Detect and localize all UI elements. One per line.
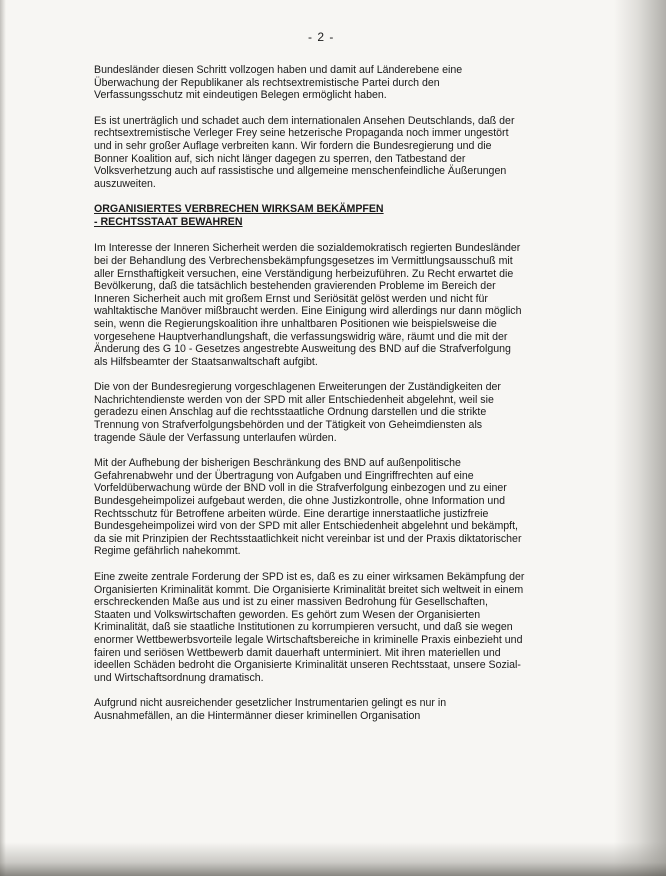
section-paragraph-2: Die von der Bundesregierung vorgeschlagenen Erweiterungen der Zuständigkeiten der Nachrichtendienste werden von der SPD mit aller Entschiedenheit abgelehnt, weil sie geradezu einen Anschlag auf die rechtsstaatliche Ordnung darstellen und die strikte Trennung von Strafverfolgungsbehörden und der Tätigkeit von Geheimdiensten als tragende Säule der Verfassung unterlaufen würden. (94, 381, 501, 444)
scan-shadow-right (614, 0, 666, 876)
scan-shadow-left (0, 0, 6, 876)
paragraph-1: Bundesländer diesen Schritt vollzogen haben und damit auf Länderebene eine Überwachung der Republikaner als rechtsextremistische Partei durch den Verfassungsschutz mit eindeutigen Belegen ermöglicht haben. (94, 64, 463, 102)
section-paragraph-3: Mit der Aufhebung der bisherigen Beschränkung des BND auf außenpolitische Gefahrenabwehr und der Übertragung von Aufgaben und Eingriffrechten auf eine Vorfeldüberwachung würde der BND voll in die Strafverfolgung einbezogen und zu einer Bundesgeheimpolizei aufgebaut werden, die ohne Justizkontrolle, ohne Information und Rechtsschutz für Betroffene arbeiten würde. Eine derartige innerstaatliche justizfreie Bundesgeheimpolizei wird von der SPD mit aller Entschiedenheit abgelehnt und bekämpft, da sie mit Prinzipien der Rechtsstaatlichkeit nicht vereinbar ist und der Praxis diktatorischer Regime gefährlich nahekommt. (94, 457, 522, 558)
section-paragraph-5: Aufgrund nicht ausreichender gesetzlicher Instrumentarien gelingt es nur in Ausnahmefällen, an die Hintermänner dieser kriminellen Organisation (94, 697, 447, 722)
section-paragraph-4: Eine zweite zentrale Forderung der SPD ist es, daß es zu einer wirksamen Bekämpfung der Organisierten Kriminalität kommt. Die Organisierte Kriminalität breitet sich weltweit in einem erschreckenden Maße aus und ist zu einer massiven Bedrohung für Gesellschaften, Staaten und Volkswirtschaften geworden. Es gehört zum Wesen der Organisierten Kriminalität, daß sie staatliche Institutionen zu korrumpieren versucht, und daß sie wegen enormer Wettbewerbsvorteile legale Wirtschaftsbereiche in kriminelle Praxis einbezieht und fairen und seriösen Wettbewerb damit dauerhaft unterminiert. Mit ihren materiellen und ideellen Schäden bedroht die Organisierte Kriminalität unseren Rechtsstaat, unsere Sozial- und Wirtschaftsordnung dramatisch. (94, 571, 525, 684)
scan-shadow-bottom (0, 842, 666, 876)
section-heading-line-2: - RECHTSSTAAT BEWAHREN (94, 216, 243, 229)
section-heading (94, 203, 526, 229)
section-paragraph-1: Im Interesse der Inneren Sicherheit werden die sozialdemokratisch regierten Bundesländer bei der Behandlung des Verbrechensbekämpfungsgesetzes im Vermittlungsausschuß mit aller Ernsthaftigkeit versuchen, eine Verständigung herbeizuführen. Zu Recht erwartet die Bevölkerung, daß die tatsächlich bestehenden gravierenden Probleme im Bereich der Inneren Sicherheit auch mit großem Ernst und Seriösität gelöst werden und nicht für wahltaktische Manöver mißbraucht werden. Eine Einigung wird allerdings nur dann möglich sein, wenn die Regierungskoalition ihre unhaltbaren Positionen wie beispielsweise die vorgesehene Hauptverhandlungshaft, die verfassungswidrig wäre, räumt und die mit der Änderung des G 10 - Gesetzes angestrebte Ausweitung des BND auf die Strafverfolgung als Hilfsbeamter der Staatsanwaltschaft aufgibt. (94, 242, 522, 368)
paragraph-2: Es ist unerträglich und schadet auch dem internationalen Ansehen Deutschlands, daß der rechtsextremistische Verleger Frey seine hetzerische Propaganda noch immer ungestört und in sehr großer Auflage verbreiten kann. Wir fordern die Bundesregierung und die Bonner Koalition auf, sich nicht länger dagegen zu sperren, den Tatbestand der Volksverhetzung auch auf rassistische und allgemeine menschenfeindliche Äußerungen auszuweiten. (94, 114, 515, 190)
section-heading-line-1: ORGANISIERTES VERBRECHEN WIRKSAM BEKÄMPFEN (94, 203, 384, 216)
page-number: - 2 - (308, 30, 335, 44)
document-body (94, 64, 526, 736)
